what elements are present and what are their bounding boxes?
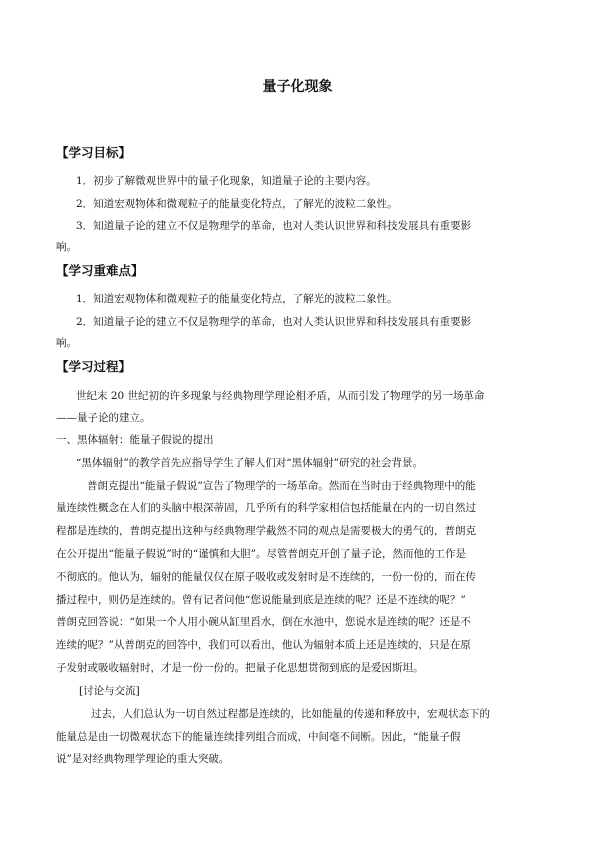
process-paragraph-line: 普朗克提出“能量子假说”宣告了物理学的一场革命。然而在当时由于经典物理中的能: [87, 480, 476, 492]
process-paragraph-line: 不彻底的。他认为，辐射的能量仅仅在原子吸收或发射时是不连续的，一份一份的，而在传: [56, 571, 476, 583]
key-point-item-1: 1．知道宏观物体和微观粒子的能量变化特点，了解光的波粒二象性。: [76, 293, 398, 305]
goal-item-3-continued: 响。: [56, 241, 77, 253]
key-point-item-2: 2．知道量子论的建立不仅是物理学的革命，也对人类认识世界和科技发展具有重要影: [76, 316, 472, 328]
key-point-item-2-continued: 响。: [56, 337, 77, 349]
goal-item-2: 2．知道宏观物体和微观粒子的能量变化特点，了解光的波粒二象性。: [76, 198, 398, 210]
process-paragraph-line: 世纪末 20 世纪初的许多现象与经典物理学理论相矛盾，从而引发了物理学的另一场革命: [76, 390, 485, 402]
process-paragraph-line: “黑体辐射”的教学首先应指导学生了解人们对“黑体辐射”研究的社会背景。: [76, 457, 423, 469]
process-paragraph-line: 程都是连续的，普朗克提出这种与经典物理学截然不同的观点是需要极大的勇气的，普朗克: [56, 525, 476, 537]
process-paragraph-line: 连续的呢？”从普朗克的回答中，我们可以看出，他认为辐射本质上还是连续的，只是在原: [56, 639, 471, 651]
section-heading-process: 【学习过程】: [56, 359, 132, 374]
subheading-blackbody-radiation: 一、黑体辐射：能量子假说的提出: [56, 434, 214, 446]
goal-item-3: 3．知道量子论的建立不仅是物理学的革命，也对人类认识世界和科技发展具有重要影: [76, 220, 472, 232]
process-paragraph-line: 在公开提出“能量子假说”时的“谨慎和大胆”。尽管普朗克开创了量子论，然而他的工作是: [56, 548, 466, 560]
section-heading-key-points: 【学习重难点】: [56, 263, 144, 278]
process-paragraph-line: 播过程中，则仍是连续的。曾有记者问他“您说能量到底是连续的呢？还是不连续的呢？”: [56, 594, 466, 606]
process-paragraph-line: 普朗克回答说：“如果一个人用小碗从缸里舀水，倒在水池中，您说水是连续的呢？还是不: [56, 616, 471, 628]
process-paragraph-line: 说”是对经典物理学理论的重大突破。: [56, 753, 230, 765]
process-paragraph-line: ——量子论的建立。: [56, 412, 151, 424]
goal-item-1: 1．初步了解微观世界中的量子化现象，知道量子论的主要内容。: [76, 175, 377, 187]
page-title: 量子化现象: [262, 79, 333, 95]
discussion-label: [讨论与交流]: [79, 685, 140, 697]
process-paragraph-line: 量连续性概念在人们的头脑中根深蒂固，几乎所有的科学家相信包括能量在内的一切自然过: [56, 502, 476, 514]
process-paragraph-line: 能量总是由一切微观状态下的能量连续排列组合而成，中间毫不间断。因此，“能量子假: [56, 731, 461, 743]
section-heading-goals: 【学习目标】: [56, 145, 132, 160]
process-paragraph-line: 过去，人们总认为一切自然过程都是连续的，比如能量的传递和释放中，宏观状态下的: [91, 708, 490, 720]
process-paragraph-line: 子发射或吸收辐射时，才是一份一份的。把量子化思想贯彻到底的是爱因斯坦。: [56, 662, 424, 674]
